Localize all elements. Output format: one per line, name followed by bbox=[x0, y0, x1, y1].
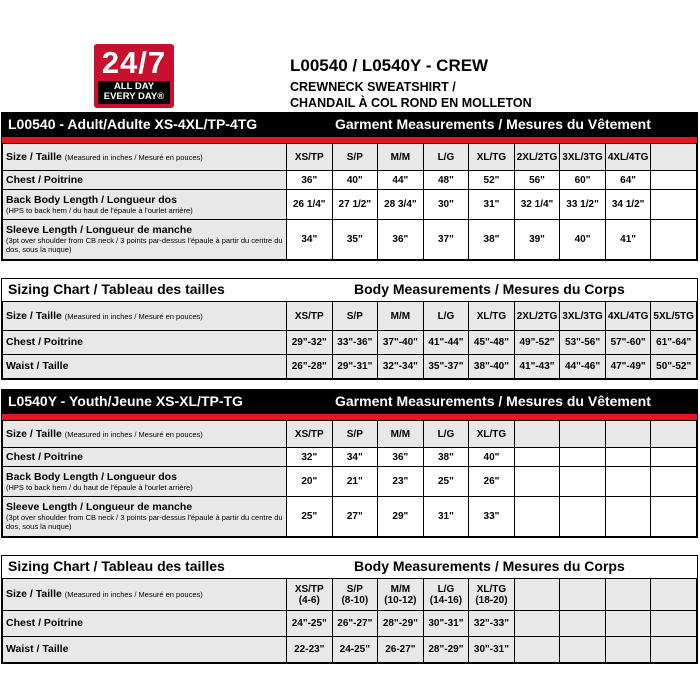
size-note: (Measured in inches / Mesuré en pouces) bbox=[64, 429, 203, 439]
size-cell: XL/TG bbox=[469, 421, 515, 448]
chest-label: Chest / Poitrine bbox=[3, 331, 287, 355]
value-cell bbox=[651, 448, 697, 467]
logo-tagline-box bbox=[98, 81, 170, 104]
value-cell bbox=[651, 190, 697, 220]
value-cell: 32"-34" bbox=[378, 355, 424, 379]
value-cell: 34" bbox=[287, 220, 333, 260]
size-cell: XL/TG bbox=[469, 302, 515, 331]
value-cell: 33"-36" bbox=[332, 331, 378, 355]
value-cell: 24"-25" bbox=[287, 611, 333, 637]
value-cell bbox=[651, 637, 697, 663]
value-cell: 30"-31" bbox=[423, 611, 469, 637]
value-cell: 25" bbox=[287, 497, 333, 537]
value-cell: 32"-33" bbox=[469, 611, 515, 637]
size-cell: XS/TP bbox=[287, 144, 333, 171]
size-name: XL/TG bbox=[476, 583, 507, 595]
back-length-label: Back Body Length / Longueur dos bbox=[6, 193, 177, 206]
value-cell: 50"-52" bbox=[651, 355, 697, 379]
sleeve-length-row bbox=[3, 497, 697, 537]
value-cell: 30" bbox=[423, 190, 469, 220]
value-cell bbox=[651, 611, 697, 637]
size-label-cell bbox=[3, 421, 287, 448]
adult-body-grid bbox=[2, 301, 697, 379]
logo-tagline-line2: EVERY DAY® bbox=[103, 91, 165, 102]
back-length-row bbox=[3, 467, 697, 497]
size-cell bbox=[514, 579, 560, 611]
adult-body-title: Sizing Chart / Tableau des tailles bbox=[8, 281, 225, 297]
adult-garment-table bbox=[1, 112, 698, 261]
value-cell: 29"-31" bbox=[332, 355, 378, 379]
youth-garment-header bbox=[2, 390, 697, 420]
value-cell: 30"-31" bbox=[469, 637, 515, 663]
chest-row bbox=[3, 171, 697, 190]
value-cell: 38"-40" bbox=[469, 355, 515, 379]
value-cell: 22-23" bbox=[287, 637, 333, 663]
size-cell bbox=[423, 579, 469, 611]
size-cell: L/G bbox=[423, 144, 469, 171]
value-cell: 31" bbox=[423, 497, 469, 537]
value-cell: 61"-64" bbox=[651, 331, 697, 355]
youth-garment-measurements-title: Garment Measurements / Mesures du Vêtement bbox=[335, 393, 651, 409]
value-cell: 49"-52" bbox=[514, 331, 560, 355]
size-label: Size / Taille bbox=[6, 427, 62, 440]
value-cell: 32" bbox=[287, 448, 333, 467]
value-cell bbox=[651, 220, 697, 260]
size-cell bbox=[514, 421, 560, 448]
sleeve-length-note: (3pt over shoulder from CB neck / 3 points par-dessus l'épaule à partir du centre du dos, sous la nuque) bbox=[6, 236, 283, 254]
brand-logo bbox=[94, 44, 174, 108]
product-subtitle-en: CREWNECK SWEATSHIRT / bbox=[290, 80, 456, 94]
value-cell: 26"-28" bbox=[287, 355, 333, 379]
value-cell: 36" bbox=[378, 448, 424, 467]
value-cell: 26 1/4" bbox=[287, 190, 333, 220]
chest-row bbox=[3, 611, 697, 637]
size-cell bbox=[651, 144, 697, 171]
value-cell: 38" bbox=[469, 220, 515, 260]
sleeve-length-label-cell bbox=[3, 497, 287, 537]
adult-garment-measurements-title: Garment Measurements / Mesures du Vêtement bbox=[335, 116, 651, 132]
value-cell: 37"-40" bbox=[378, 331, 424, 355]
size-cell bbox=[651, 579, 697, 611]
sleeve-length-row bbox=[3, 220, 697, 260]
value-cell bbox=[560, 448, 606, 467]
value-cell bbox=[651, 467, 697, 497]
value-cell: 37" bbox=[423, 220, 469, 260]
youth-garment-grid bbox=[2, 420, 697, 537]
sleeve-length-label-cell bbox=[3, 220, 287, 260]
size-name: XS/TP bbox=[294, 583, 324, 595]
size-label-cell bbox=[3, 302, 287, 331]
size-range: (4-6) bbox=[298, 594, 320, 606]
value-cell: 34 1/2" bbox=[605, 190, 651, 220]
size-row bbox=[3, 302, 697, 331]
size-cell: 4XL/4TG bbox=[605, 302, 651, 331]
value-cell: 29" bbox=[378, 497, 424, 537]
waist-label: Waist / Taille bbox=[3, 637, 287, 663]
size-cell: 2XL/2TG bbox=[514, 144, 560, 171]
value-cell: 36" bbox=[378, 220, 424, 260]
size-label-cell bbox=[3, 579, 287, 611]
back-length-note: (HPS to back hem / du haut de l'épaule à l'ourlet arrière) bbox=[6, 482, 193, 492]
value-cell: 41"-44" bbox=[423, 331, 469, 355]
back-length-row bbox=[3, 190, 697, 220]
value-cell bbox=[514, 637, 560, 663]
size-cell bbox=[605, 421, 651, 448]
value-cell: 41" bbox=[605, 220, 651, 260]
chest-label: Chest / Poitrine bbox=[3, 611, 287, 637]
value-cell: 44" bbox=[378, 171, 424, 190]
value-cell: 64" bbox=[605, 171, 651, 190]
value-cell bbox=[605, 611, 651, 637]
value-cell: 31" bbox=[469, 190, 515, 220]
value-cell: 24-25" bbox=[332, 637, 378, 663]
size-cell: 2XL/2TG bbox=[514, 302, 560, 331]
product-subtitle-fr: CHANDAIL À COL ROND EN MOLLETON bbox=[290, 96, 532, 110]
value-cell: 21" bbox=[332, 467, 378, 497]
youth-garment-title: L0540Y - Youth/Jeune XS-XL/TP-TG bbox=[8, 393, 243, 409]
chest-row bbox=[3, 331, 697, 355]
value-cell bbox=[605, 448, 651, 467]
size-cell: M/M bbox=[378, 144, 424, 171]
value-cell: 53"-56" bbox=[560, 331, 606, 355]
size-note: (Measured in inches / Mesuré en pouces) bbox=[64, 152, 203, 162]
adult-body-header bbox=[2, 279, 697, 301]
size-name: L/G bbox=[437, 583, 455, 595]
product-title: L00540 / L0540Y - CREW bbox=[290, 56, 489, 75]
value-cell: 35"-37" bbox=[423, 355, 469, 379]
back-length-label: Back Body Length / Longueur dos bbox=[6, 470, 177, 483]
value-cell bbox=[560, 611, 606, 637]
value-cell bbox=[651, 171, 697, 190]
value-cell: 39" bbox=[514, 220, 560, 260]
value-cell bbox=[605, 467, 651, 497]
youth-body-title: Sizing Chart / Tableau des tailles bbox=[8, 558, 225, 574]
value-cell: 29"-32" bbox=[287, 331, 333, 355]
value-cell: 28"-29" bbox=[378, 611, 424, 637]
size-range: (18-20) bbox=[475, 594, 508, 606]
chest-row bbox=[3, 448, 697, 467]
value-cell: 28 3/4" bbox=[378, 190, 424, 220]
value-cell bbox=[605, 637, 651, 663]
value-cell bbox=[651, 497, 697, 537]
size-label: Size / Taille bbox=[6, 150, 62, 163]
value-cell: 26-27" bbox=[378, 637, 424, 663]
size-cell: S/P bbox=[332, 302, 378, 331]
value-cell: 32 1/4" bbox=[514, 190, 560, 220]
value-cell: 40" bbox=[332, 171, 378, 190]
size-cell: XL/TG bbox=[469, 144, 515, 171]
adult-body-table bbox=[1, 278, 698, 380]
size-cell bbox=[332, 579, 378, 611]
size-cell bbox=[560, 421, 606, 448]
size-row bbox=[3, 579, 697, 611]
back-length-note: (HPS to back hem / du haut de l'épaule à l'ourlet arrière) bbox=[6, 205, 193, 215]
size-cell: 3XL/3TG bbox=[560, 302, 606, 331]
value-cell: 60" bbox=[560, 171, 606, 190]
size-cell bbox=[287, 579, 333, 611]
back-length-label-cell bbox=[3, 190, 287, 220]
logo-247-text: 24/7 bbox=[101, 45, 167, 80]
value-cell: 47"-49" bbox=[605, 355, 651, 379]
value-cell: 56" bbox=[514, 171, 560, 190]
youth-body-header bbox=[2, 556, 697, 578]
value-cell: 36" bbox=[287, 171, 333, 190]
size-cell: L/G bbox=[423, 421, 469, 448]
value-cell: 57"-60" bbox=[605, 331, 651, 355]
value-cell bbox=[514, 497, 560, 537]
value-cell bbox=[514, 467, 560, 497]
value-cell: 25" bbox=[423, 467, 469, 497]
value-cell bbox=[514, 448, 560, 467]
adult-garment-title: L00540 - Adult/Adulte XS-4XL/TP-4TG bbox=[8, 116, 258, 132]
value-cell: 41"-43" bbox=[514, 355, 560, 379]
size-range: (8-10) bbox=[341, 594, 369, 606]
youth-body-measurements-title: Body Measurements / Mesures du Corps bbox=[354, 558, 625, 574]
size-cell bbox=[651, 421, 697, 448]
size-name: M/M bbox=[390, 583, 411, 595]
logo-tagline-line1: ALL DAY bbox=[113, 81, 155, 92]
value-cell bbox=[514, 611, 560, 637]
waist-row bbox=[3, 355, 697, 379]
size-row bbox=[3, 144, 697, 171]
value-cell: 35" bbox=[332, 220, 378, 260]
size-cell bbox=[378, 579, 424, 611]
value-cell: 33 1/2" bbox=[560, 190, 606, 220]
value-cell bbox=[560, 637, 606, 663]
value-cell: 33" bbox=[469, 497, 515, 537]
sleeve-length-label: Sleeve Length / Longueur de manche bbox=[6, 501, 193, 513]
size-cell bbox=[605, 579, 651, 611]
value-cell: 20" bbox=[287, 467, 333, 497]
youth-garment-table bbox=[1, 389, 698, 538]
value-cell: 44"-46" bbox=[560, 355, 606, 379]
size-name: S/P bbox=[346, 583, 363, 595]
value-cell bbox=[605, 497, 651, 537]
adult-garment-header bbox=[2, 113, 697, 143]
size-cell: 4XL/4TG bbox=[605, 144, 651, 171]
size-cell: XS/TP bbox=[287, 302, 333, 331]
size-cell bbox=[469, 579, 515, 611]
size-cell bbox=[560, 579, 606, 611]
value-cell: 40" bbox=[560, 220, 606, 260]
youth-body-grid bbox=[2, 578, 697, 663]
sleeve-length-label: Sleeve Length / Longueur de manche bbox=[6, 224, 193, 236]
value-cell: 48" bbox=[423, 171, 469, 190]
size-note: (Measured in inches / Mesuré en pouces) bbox=[64, 311, 203, 321]
value-cell: 28"-29" bbox=[423, 637, 469, 663]
size-row bbox=[3, 421, 697, 448]
value-cell bbox=[560, 497, 606, 537]
back-length-label-cell bbox=[3, 467, 287, 497]
value-cell: 27" bbox=[332, 497, 378, 537]
size-cell: 5XL/5TG bbox=[651, 302, 697, 331]
youth-body-table bbox=[1, 555, 698, 664]
value-cell: 34" bbox=[332, 448, 378, 467]
size-cell: L/G bbox=[423, 302, 469, 331]
chest-label: Chest / Poitrine bbox=[3, 448, 287, 467]
size-cell: M/M bbox=[378, 421, 424, 448]
size-cell: S/P bbox=[332, 144, 378, 171]
value-cell bbox=[560, 467, 606, 497]
size-note: (Measured in inches / Mesuré en pouces) bbox=[64, 590, 203, 599]
size-range: (14-16) bbox=[429, 594, 463, 606]
value-cell: 26"-27" bbox=[332, 611, 378, 637]
adult-body-measurements-title: Body Measurements / Mesures du Corps bbox=[354, 281, 625, 297]
size-label-cell bbox=[3, 144, 287, 171]
size-cell: XS/TP bbox=[287, 421, 333, 448]
size-range: (10-12) bbox=[384, 594, 417, 606]
waist-label: Waist / Taille bbox=[3, 355, 287, 379]
size-cell: M/M bbox=[378, 302, 424, 331]
value-cell: 26" bbox=[469, 467, 515, 497]
size-label: Size / Taille bbox=[6, 588, 62, 600]
chest-label: Chest / Poitrine bbox=[3, 171, 287, 190]
waist-row bbox=[3, 637, 697, 663]
adult-garment-grid bbox=[2, 143, 697, 260]
value-cell: 27 1/2" bbox=[332, 190, 378, 220]
value-cell: 38" bbox=[423, 448, 469, 467]
size-cell: S/P bbox=[332, 421, 378, 448]
value-cell: 52" bbox=[469, 171, 515, 190]
value-cell: 40" bbox=[469, 448, 515, 467]
size-label: Size / Taille bbox=[6, 309, 62, 322]
sleeve-length-note: (3pt over shoulder from CB neck / 3 points par-dessus l'épaule à partir du centre du dos, sous la nuque) bbox=[6, 513, 283, 531]
value-cell: 45"-48" bbox=[469, 331, 515, 355]
size-cell: 3XL/3TG bbox=[560, 144, 606, 171]
value-cell: 23" bbox=[378, 467, 424, 497]
